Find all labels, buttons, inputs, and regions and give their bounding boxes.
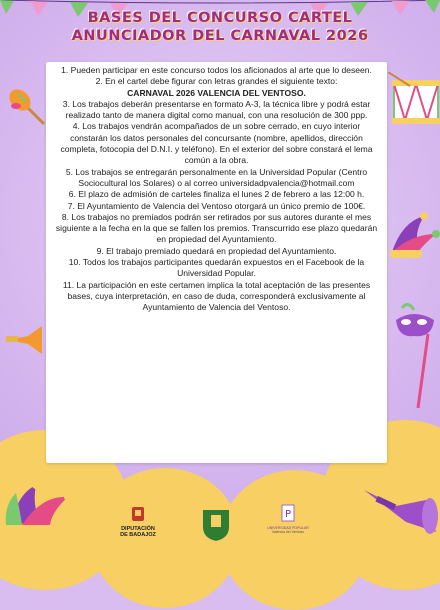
rule-highlight: CARNAVAL 2026 VALENCIA DEL VENTOSO. — [127, 87, 306, 98]
rule-item: 2. En el cartel debe figurar con letras grandes el siguiente texto: — [95, 76, 338, 87]
trumpet-icon — [2, 322, 50, 358]
rule-item: 8. Los trabajos no premiados podrán ser retirados por sus autores durante el mes siguiente a la fecha en la que se fallen los premios. Transcurrido ese plazo quedarán en propiedad del Ayuntamiento. — [55, 211, 378, 245]
rule-item: 7. El Ayuntamiento de Valencia del Ventoso otorgará un único premio de 100€. — [67, 200, 366, 211]
trumpet-icon — [356, 470, 440, 540]
diputacion-line2: DE BADAJOZ — [120, 532, 156, 538]
rule-item: 3. Los trabajos deberán presentarse en formato A-3, la técnica libre y podrá estar realizado tanto de manera digital como manual, con una resolución de 300 ppp. — [62, 98, 371, 121]
rule-item: 10. Todos los trabajos participantes quedarán expuestos en el Facebook de la Universidad Popular. — [68, 257, 365, 279]
jester-hat-icon — [2, 475, 72, 535]
rule-item: 5. Los trabajos se entregarán personalmente en la Universidad Popular (Centro Sociocultural los Solares) o al correo universidadpvalencia@hotmail.com — [65, 166, 368, 188]
up-line1: UNIVERSIDAD POPULAR — [267, 526, 309, 530]
rule-item: 4. Los trabajos vendrán acompañados de un sobre cerrado, en cuyo interior constarán los datos personales del concursante (nombre, apellidos, dirección completa, fotocopia del D.N.I. y teléfono). En el exterior del sobre constará el lema común a la obra. — [60, 121, 373, 166]
diputacion-line1: DIPUTACIÓN — [121, 526, 155, 532]
svg-text:P: P — [284, 509, 292, 520]
universidad-popular-logo — [260, 504, 316, 534]
rule-item: 6. El plazo de admisión de carteles finaliza el lunes 2 de febrero a las 12:00 h. — [68, 189, 365, 200]
rule-item: 11. La participación en este certamen implica la total aceptación de las presentes bases, cuya interpretación, en caso de duda, corresponderá exclusivamente al Ayuntamiento de Valencia del Ventoso. — [62, 279, 371, 313]
title-line-1: BASES DEL CONCURSO CARTEL — [87, 10, 353, 26]
page-title — [0, 9, 440, 45]
drum-icon — [388, 72, 440, 132]
rules-list — [54, 65, 379, 314]
rule-item: 9. El trabajo premiado quedará en propiedad del Ayuntamiento. — [96, 245, 337, 256]
maracas-icon — [4, 84, 48, 128]
rules-card — [46, 62, 387, 463]
up-logo-icon — [281, 504, 295, 522]
jester-hat-icon — [384, 212, 440, 262]
up-line2: Valencia del Ventoso — [271, 530, 305, 535]
mask-icon — [392, 300, 438, 410]
town-crest-icon — [199, 505, 233, 543]
diputacion-logo — [116, 506, 160, 538]
rule-item: 1. Pueden participar en este concurso todos los aficionados al arte que lo deseen. — [61, 65, 372, 75]
crest-icon — [130, 506, 146, 522]
title-line-2: ANUNCIADOR DEL CARNAVAL 2026 — [71, 28, 369, 44]
